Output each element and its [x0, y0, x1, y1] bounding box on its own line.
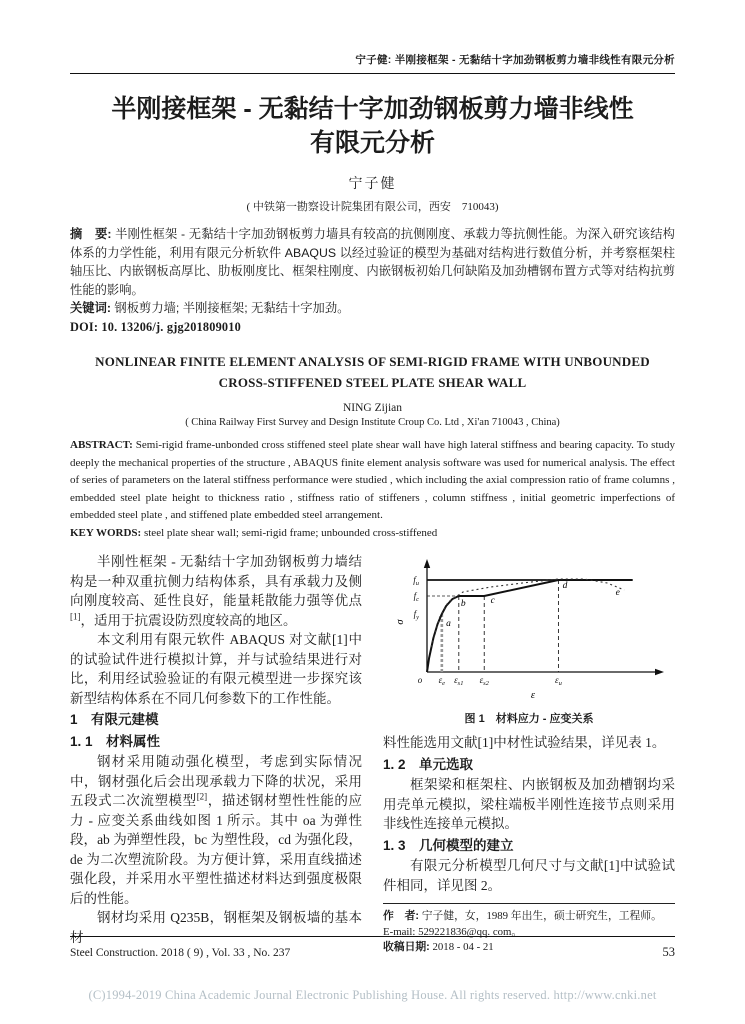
keywords-text: 钢板剪力墙; 半刚接框架; 无黏结十字加劲。: [114, 301, 350, 315]
author-bio-line: [383, 909, 675, 925]
citation-1-superscript: [1]: [70, 611, 81, 621]
paragraph-intro-text2: ，适用于抗震设防烈度较高的地区。: [80, 612, 297, 628]
author-affiliation: ( 中铁第一勘察设计院集团有限公司，西安 710043): [246, 201, 499, 213]
abstract-zh-block: [70, 225, 675, 336]
abstract-en-text: Semi-rigid frame-unbonded cross stiffened steel plate shear wall have high lateral stiffness and bearing capacity. To study deeply the mechanical properties of the structure , ABAQUS finite element analysis software was used for numerical analysis. The effect of series of parameters on the lateral stiffness performance were studied , which including the axial compression ratio of frame columns , embedded steel plate height to thickness ratio , stiffness ratio of stiffeners , column stiffness , initial geometric imperfections of embedded steel plate , and stiffened plate embedded steel arrangement.: [70, 439, 676, 521]
svg-text:d: d: [562, 581, 568, 591]
footer-journal-info: Steel Construction. 2018 ( 9) , Vol. 33 , No. 237: [70, 947, 291, 959]
keywords-zh-line: [70, 299, 675, 318]
section-heading-1: 1 有限元建模: [70, 712, 159, 727]
doi-line: DOI: 10. 13206/j. gjg201809010: [70, 319, 241, 334]
paper-title-line2: 有限元分析: [309, 129, 435, 157]
paper-title-en: [70, 351, 675, 393]
footer-page-number: 53: [662, 945, 675, 959]
received-date-label: 收稿日期:: [383, 941, 430, 953]
paper-title-en-line1: NONLINEAR FINITE ELEMENT ANALYSIS OF SEMI-RIGID FRAME WITH UNBOUNDED: [95, 354, 650, 369]
svg-text:fu: $f_u$: [413, 575, 419, 588]
author-bio-label: 作 者:: [383, 910, 419, 922]
paper-title: [70, 92, 675, 160]
svg-text:fc: $f_c$: [413, 591, 419, 604]
header-rule: [70, 73, 675, 74]
paragraph-intro-text: 半刚性框架 - 无黏结十字加劲钢板剪力墙结构是一种双重抗侧力结构体系，具有承载力及侧向刚度较高、延性良好，能量耗散能力强等优点: [70, 554, 362, 608]
author-email-text: 529221836@qq. com。: [418, 925, 523, 938]
stress-strain-chart: [383, 554, 671, 702]
svg-text:o: o: [417, 675, 423, 685]
svg-text:b: b: [460, 599, 466, 609]
section-heading-1-1: 1. 1 材料属性: [70, 733, 161, 749]
author-email-label: E-mail:: [383, 925, 416, 938]
author-affiliation-en: ( China Railway First Survey and Design Institute Croup Co. Ltd , Xi'an 710043 , China): [185, 417, 560, 428]
paper-title-line1: 半刚接框架 - 无黏结十字加劲钢板剪力墙非线性: [111, 95, 634, 123]
svg-text:σ: σ: [395, 619, 406, 625]
paragraph-material-text: 钢材采用随动强化模型，考虑到实际情况中，钢材强化后会出现承载力下降的状况，采用五段式二次流塑模型: [70, 754, 362, 808]
paragraph-material-text2: ，描述钢材塑性性能的应力 - 应变关系曲线如图 1 所示。其中 oa 为弹性段，ab 为弹塑性段，bc 为塑性段，cd 为强化段，de 为二次塑流阶段。为方便计算，采用直线描述强化段，并采用水平塑性描述材料达到强度极限后的性能。: [70, 793, 363, 906]
author-name: 宁子健: [348, 177, 397, 192]
paragraph-elements: 框架梁和框架柱、内嵌钢板及加劲槽钢均采用壳单元模拟，梁柱端板半刚性连接节点则采用非线性连接单元模拟。: [383, 777, 675, 831]
keywords-en-line: [70, 525, 675, 543]
keywords-label: 关键词:: [70, 301, 111, 315]
svg-text:εs1: $\varepsilon_{s1}$: [454, 675, 464, 688]
column-left: [70, 552, 362, 956]
running-title: 宁子健: 半刚接框架 - 无黏结十字加劲钢板剪力墙非线性有限元分析: [355, 54, 675, 66]
abstract-en-label: ABSTRACT:: [70, 439, 133, 451]
abstract-label: 摘 要:: [70, 227, 112, 241]
svg-text:e: e: [615, 588, 620, 598]
figure-1-caption: 图 1 材料应力 - 应变关系: [464, 712, 594, 725]
figure-1: [383, 554, 675, 729]
paragraph-objective: 本文利用有限元软件 ABAQUS 对文献[1]中的试验试件进行模拟计算，并与试验结果进行对比，利用经试验验证的有限元模型进一步探究该新型结构体系在不同几何参数下的工作性能。: [70, 632, 362, 706]
svg-text:εs2: $\varepsilon_{s2}$: [479, 675, 489, 688]
abstract-text: 半刚性框架 - 无黏结十字加劲钢板剪力墙具有较高的抗侧刚度、承载力等抗侧性能。为深入研究该结构体系的力学性能，利用有限元分析软件 ABAQUS 以经过验证的模型为基础对结构进行数值分析，并考察框架柱轴压比、内嵌钢板高厚比、肋板刚度比、框架柱刚度、内嵌钢板初始几何缺陷及加劲槽钢布置方式等对结构抗剪性能的影响。: [70, 227, 675, 297]
svg-text:ε: ε: [530, 690, 536, 701]
svg-text:εu: $\varepsilon_u$: [555, 675, 562, 688]
svg-text:a: a: [446, 619, 451, 629]
svg-text:εe: $\varepsilon_e$: [438, 675, 446, 688]
keywords-en-label: KEY WORDS:: [70, 526, 142, 539]
abstract-en-paragraph: [70, 437, 675, 525]
paragraph-material: [70, 752, 362, 908]
section-heading-1-3: 1. 3 几何模型的建立: [383, 837, 514, 853]
paper-title-en-line2: CROSS-STIFFENED STEEL PLATE SHEAR WALL: [218, 375, 527, 390]
paragraph-intro: [70, 552, 362, 630]
abstract-en-block: [70, 437, 675, 542]
abstract-zh-paragraph: [70, 225, 675, 299]
received-date-text: 2018 - 04 - 21: [432, 941, 494, 953]
citation-2-superscript: [2]: [196, 791, 208, 802]
two-column-body: [70, 552, 675, 956]
section-heading-1-2: 1. 2 单元选取: [383, 756, 474, 772]
author-bio-text: 宁子健，女，1989 年出生，硕士研究生，工程师。: [421, 910, 662, 922]
author-name-en: NING Zijian: [342, 402, 403, 414]
paragraph-material-cont: 料性能选用文献[1]中材性试验结果，详见表 1。: [383, 735, 666, 750]
paragraph-geometry: 有限元分析模型几何尺寸与文献[1]中试验试件相同，详见图 2。: [383, 858, 675, 893]
svg-text:fy: $f_y$: [413, 609, 419, 622]
copyright-watermark: (C)1994-2019 China Academic Journal Electronic Publishing House. All rights reserved. http://www.cnki.net: [88, 988, 657, 1002]
paragraph-steel-grade: 钢材均采用 Q235B，钢框架及钢板墙的基本材: [70, 910, 362, 945]
page-footer: [70, 936, 675, 960]
svg-text:c: c: [490, 596, 495, 606]
keywords-en-text: steel plate shear wall; semi-rigid frame; unbounded cross-stiffened: [143, 526, 438, 539]
column-right: [383, 552, 675, 956]
